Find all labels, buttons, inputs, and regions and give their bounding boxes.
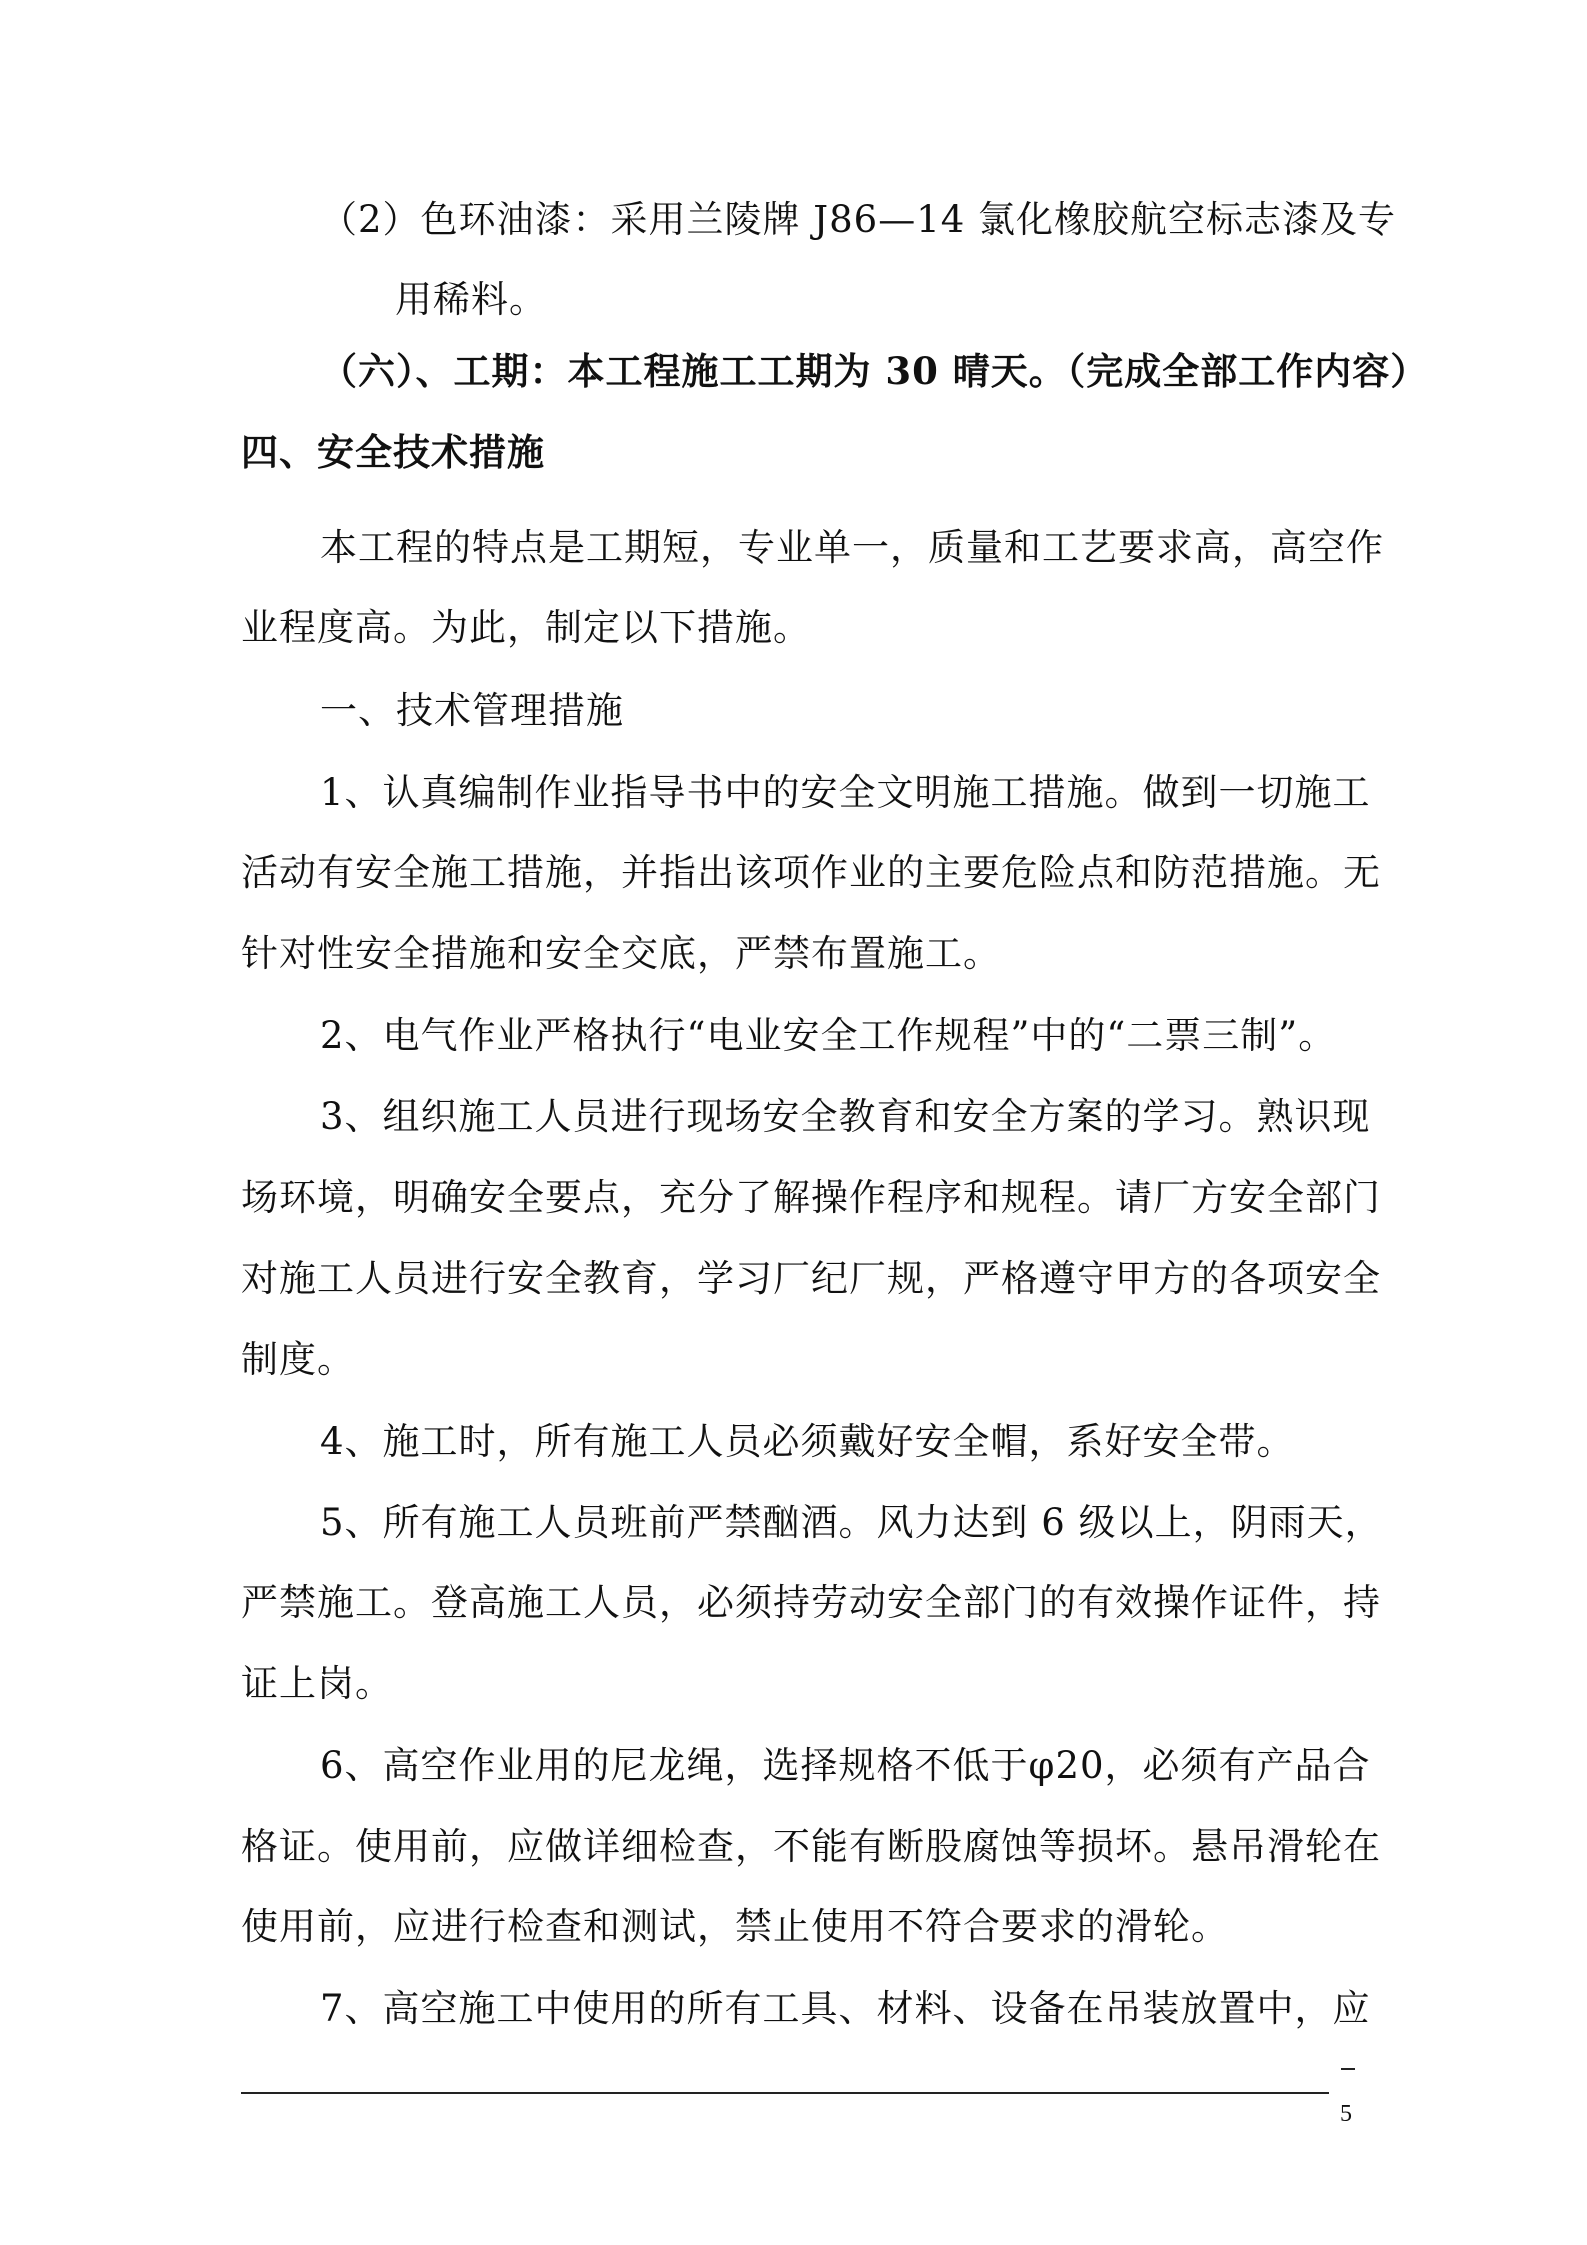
item-1-line-1: 1、认真编制作业指导书中的安全文明施工措施。做到一切施工	[320, 771, 1371, 814]
item-6-line-3: 使用前，应进行检查和测试，禁止使用不符合要求的滑轮。	[241, 1905, 1229, 1948]
item-3-line-4: 制度。	[241, 1338, 355, 1381]
item-1-line-2: 活动有安全施工措施，并指出该项作业的主要危险点和防范措施。无	[241, 851, 1381, 894]
item-7-line-1: 7、高空施工中使用的所有工具、材料、设备在吊装放置中，应	[320, 1987, 1371, 2030]
item-4-line-1: 4、施工时，所有施工人员必须戴好安全帽，系好安全带。	[320, 1420, 1295, 1463]
paint-spec-line-1: （2）色环油漆：采用兰陵牌 J86—14 氯化橡胶航空标志漆及专	[320, 198, 1397, 241]
intro-line-2: 业程度高。为此，制定以下措施。	[241, 606, 811, 649]
page-number-mark	[1341, 2068, 1355, 2070]
footer-rule	[241, 2092, 1329, 2094]
item-3-line-2: 场环境，明确安全要点，充分了解操作程序和规程。请厂方安全部门	[241, 1176, 1381, 1219]
item-5-line-3: 证上岗。	[241, 1662, 393, 1705]
item-3-line-3: 对施工人员进行安全教育，学习厂纪厂规，严格遵守甲方的各项安全	[241, 1257, 1381, 1300]
item-3-line-1: 3、组织施工人员进行现场安全教育和安全方案的学习。熟识现	[320, 1095, 1371, 1138]
subsection-heading-management: 一、技术管理措施	[320, 689, 624, 732]
page-number: 5	[1340, 2101, 1352, 2127]
item-6-line-1: 6、高空作业用的尼龙绳，选择规格不低于φ20，必须有产品合	[320, 1744, 1371, 1787]
section-heading-safety: 四、安全技术措施	[241, 430, 545, 474]
item-5-line-1: 5、所有施工人员班前严禁酗酒。风力达到 6 级以上，阴雨天，	[320, 1501, 1383, 1544]
item-2-line-1: 2、电气作业严格执行“电业安全工作规程”中的“二票三制”。	[320, 1014, 1337, 1057]
item-6-line-2: 格证。使用前，应做详细检查，不能有断股腐蚀等损坏。悬吊滑轮在	[241, 1825, 1381, 1868]
item-1-line-3: 针对性安全措施和安全交底，严禁布置施工。	[241, 932, 1001, 975]
item-5-line-2: 严禁施工。登高施工人员，必须持劳动安全部门的有效操作证件，持	[241, 1581, 1381, 1624]
intro-line-1: 本工程的特点是工期短，专业单一，质量和工艺要求高，高空作	[320, 526, 1384, 569]
schedule-heading: （六）、工期：本工程施工工期为 30 晴天。（完成全部工作内容）	[320, 349, 1429, 393]
paint-spec-line-2: 用稀料。	[395, 278, 547, 321]
